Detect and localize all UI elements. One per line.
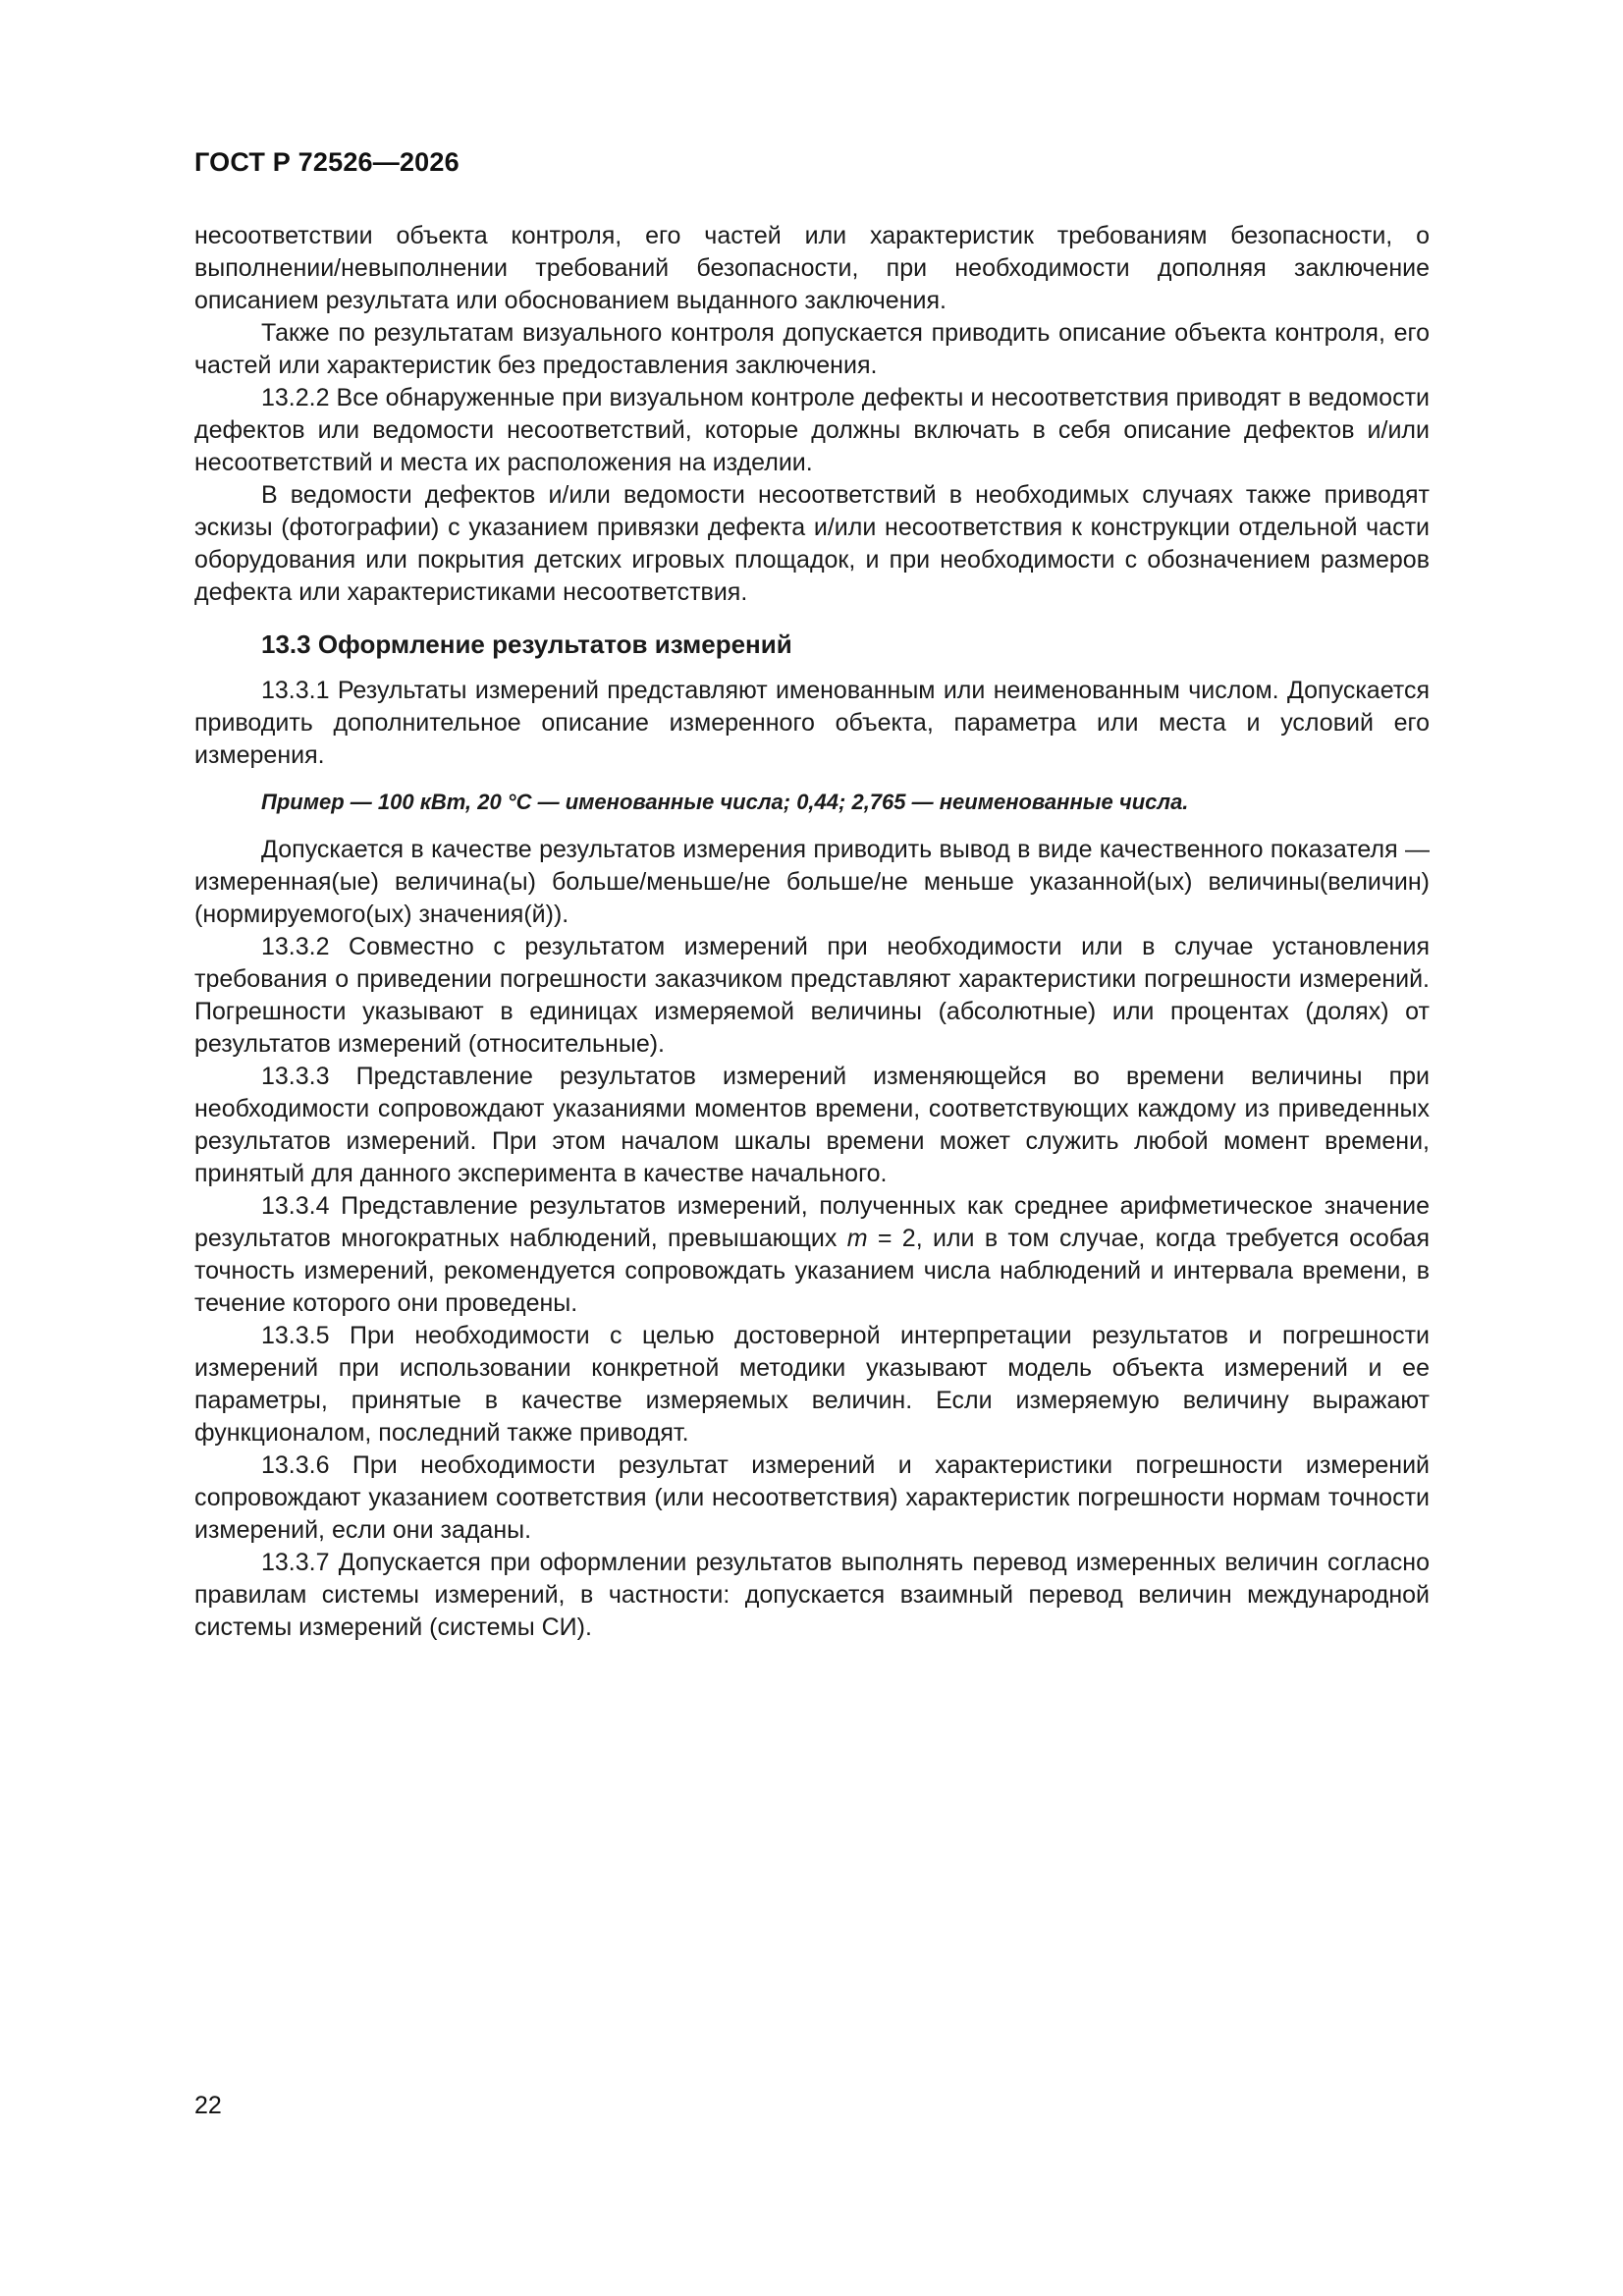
variable-m: m bbox=[846, 1225, 868, 1252]
paragraph-13-3-5: 13.3.5 При необходимости с целью достоверной интерпретации результатов и погрешности измерений при использовании конкретной методики указывают модель объекта измерений и ее параметры, принятые в качестве измеряемых величин. Если измеряемую величину выражают функционалом, последний также приводят. bbox=[194, 1322, 1430, 1447]
document-body bbox=[194, 220, 1430, 1644]
paragraph-13-3-3: 13.3.3 Представление результатов измерений изменяющейся во времени величины при необходимости сопровождают указаниями моментов времени, соответствующих каждому из приведенных результатов измерений. При этом началом шкалы времени может служить любой момент времени, принятый для данного эксперимента в качестве начального. bbox=[194, 1063, 1430, 1187]
section-heading-13-3: 13.3 Оформление результатов измерений bbox=[261, 629, 792, 659]
paragraph-text: = 2, или в том случае, когда требуется особая точность измерений, рекомендуется сопровождать указанием числа наблюдений и интервала времени, в течение которого они проведены. bbox=[194, 1225, 1430, 1317]
document-header: ГОСТ Р 72526—2026 bbox=[194, 147, 460, 177]
paragraph-13-3-2: 13.3.2 Совместно с результатом измерений при необходимости или в случае установления требования о приведении погрешности заказчиком представляют характеристики погрешности измерений. Погрешности указывают в единицах измеряемой величины (абсолютные) или процентах (долях) от результатов измерений (относительные). bbox=[194, 933, 1430, 1058]
paragraph-continuation: несоответствии объекта контроля, его частей или характеристик требованиям безопасности, о выполнении/невыполнении требований безопасности, при необходимости дополняя заключение описанием результата или обоснованием выданного заключения. bbox=[194, 222, 1430, 314]
paragraph-text: 13.3.4 Представление результатов измерений, полученных как среднее арифметическое значение результатов многократных наблюдений, превышающих bbox=[194, 1192, 1430, 1252]
paragraph: В ведомости дефектов и/или ведомости несоответствий в необходимых случаях также приводят эскизы (фотографии) с указанием привязки дефекта и/или несоответствия к конструкции отдельной части оборудования или покрытия детских игровых площадок, и при необходимости с обозначением размеров дефекта или характеристиками несоответствия. bbox=[194, 481, 1430, 606]
example-note: Пример — 100 кВт, 20 °С — именованные числа; 0,44; 2,765 — неименованные числа. bbox=[261, 790, 1189, 814]
paragraph: Допускается в качестве результатов измерения приводить вывод в виде качественного показателя — измеренная(ые) величина(ы) больше/меньше/не больше/не меньше указанной(ых) величины(величин) (нормируемого(ых) значения(й)). bbox=[194, 836, 1430, 928]
paragraph-13-3-6: 13.3.6 При необходимости результат измерений и характеристики погрешности измерений сопровождают указанием соответствия (или несоответствия) характеристик погрешности нормам точности измерений, если они заданы. bbox=[194, 1451, 1430, 1544]
paragraph: Также по результатам визуального контроля допускается приводить описание объекта контроля, его частей или характеристик без предоставления заключения. bbox=[194, 319, 1430, 379]
paragraph-13-2-2: 13.2.2 Все обнаруженные при визуальном контроле дефекты и несоответствия приводят в ведомости дефектов или ведомости несоответствий, которые должны включать в себя описание дефектов и/или несоответствий и места их расположения на изделии. bbox=[194, 384, 1430, 476]
paragraph-13-3-4 bbox=[194, 1190, 1430, 1320]
page-number: 22 bbox=[194, 2092, 222, 2119]
paragraph-13-3-1: 13.3.1 Результаты измерений представляют именованным или неименованным числом. Допускается приводить дополнительное описание измеренного объекта, параметра или места и условий его измерения. bbox=[194, 677, 1430, 769]
paragraph-13-3-7: 13.3.7 Допускается при оформлении результатов выполнять перевод измеренных величин согласно правилам системы измерений, в частности: допускается взаимный перевод величин международной системы измерений (системы СИ). bbox=[194, 1549, 1430, 1641]
